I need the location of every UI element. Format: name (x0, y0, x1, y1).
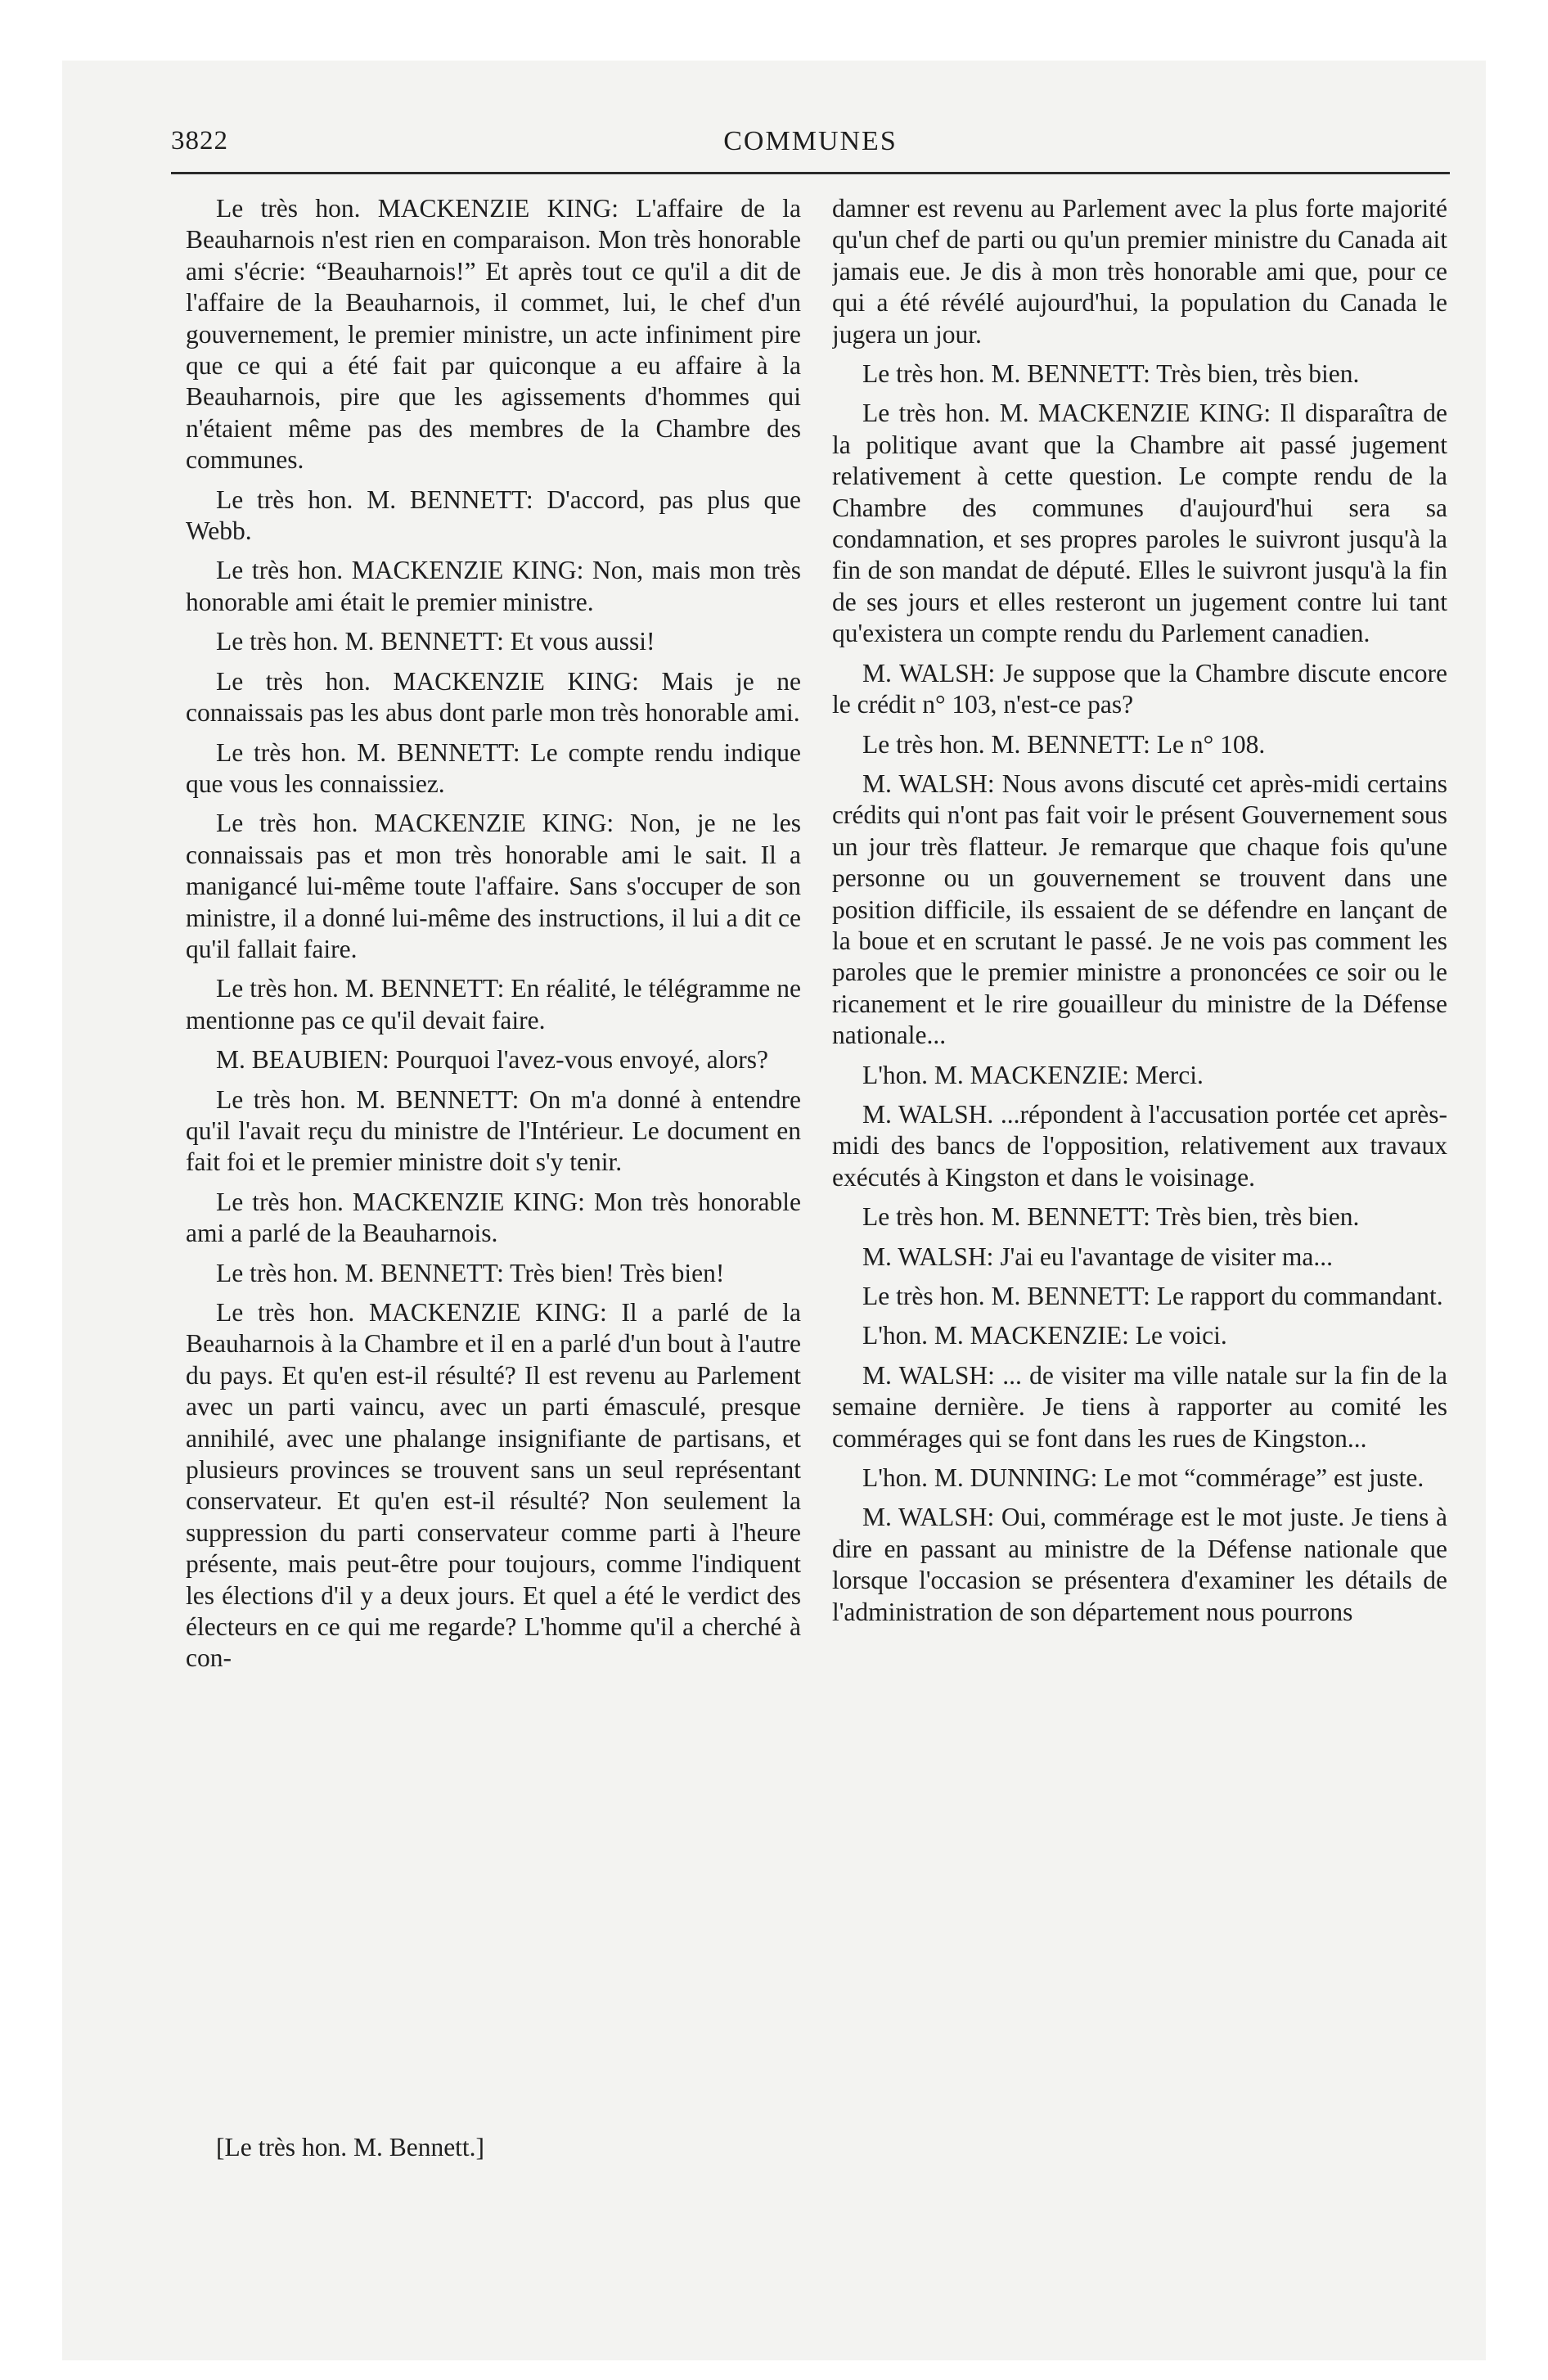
left-column (186, 193, 801, 2174)
speaker-footer-note: [Le très hon. M. Bennett.] (216, 2133, 485, 2161)
paragraph: damner est revenu au Parlement avec la plus forte majorité qu'un chef de parti ou qu'un premier ministre du Canada ait jamais eue. Je dis à mon très honorable ami que, pour ce qui a été révélé aujourd'hui, la population du Canada le jugera un jour. (832, 194, 1447, 349)
paragraph: M. WALSH: ... de visiter ma ville natale sur la fin de la semaine dernière. Je tiens à rapporter au comité les commérages qui se font dans les rues de Kingston... (832, 1360, 1447, 1453)
paragraph: Le très hon. M. BENNETT: Le n° 108. (862, 729, 1266, 759)
paragraph: L'hon. M. MACKENZIE: Merci. (862, 1060, 1204, 1089)
paragraph: M. BEAUBIEN: Pourquoi l'avez-vous envoyé, alors? (216, 1045, 768, 1075)
paragraph: Le très hon. M. BENNETT: D'accord, pas plus que Webb. (186, 485, 801, 546)
paragraph: M. WALSH: Oui, commérage est le mot juste. Je tiens à dire en passant au ministre de la Défense nationale que lorsque l'occasion se présentera d'examiner les détails de l'administration de son département nous pourrons (832, 1503, 1447, 1626)
right-column (832, 193, 1447, 2174)
page-header (171, 126, 1450, 162)
paragraph: Le très hon. M. BENNETT: Le rapport du commandant. (862, 1282, 1443, 1310)
paragraph: Le très hon. MACKENZIE KING: Il a parlé de la Beauharnois à la Chambre et il en a parlé d'un bout à l'autre du pays. Et qu'en est-il résulté? Il est revenu au Parlement avec un parti vaincu, avec un parti émasculé, presque annihilé, avec une phalange insignifiante de partisans, et plusieurs provinces se trouvent sans un seul représentant conservateur. Et qu'en est-il résulté? Non seulement la suppression du parti conservateur comme parti à l'heure présente, mais peut-être pour toujours, comme l'indiquent les élections d'il y a deux jours. Et quel a été le verdict des électeurs en ce qui me regarde? L'homme qu'il a cherché à con- (186, 1298, 801, 1673)
paragraph: Le très hon. M. BENNETT: Très bien, très bien. (862, 359, 1360, 389)
running-title: COMMUNES (723, 126, 898, 156)
paragraph: Le très hon. MACKENZIE KING: Mon très honorable ami a parlé de la Beauharnois. (186, 1187, 801, 1248)
paragraph: Le très hon. M. BENNETT: On m'a donné à entendre qu'il l'avait reçu du ministre de l'Intérieur. Le document en fait foi et le premier ministre doit s'y tenir. (186, 1084, 801, 1177)
paragraph: M. WALSH: Je suppose que la Chambre discute encore le crédit n° 103, n'est-ce pas? (832, 658, 1447, 719)
paragraph: L'hon. M. DUNNING: Le mot “commérage” est juste. (862, 1463, 1424, 1493)
page-number: 3822 (171, 126, 228, 156)
paragraph: Le très hon. M. BENNETT: Très bien, très bien. (862, 1202, 1360, 1232)
paragraph: M. WALSH. ...répondent à l'accusation portée cet après-midi des bancs de l'opposition, relativement aux travaux exécutés à Kingston et dans le voisinage. (832, 1099, 1447, 1192)
paragraph: Le très hon. MACKENZIE KING: Non, je ne les connaissais pas et mon très honorable ami le sait. Il a manigancé lui-même toute l'affaire. Sans s'occuper de son ministre, il a donné lui-même des instructions, il lui a dit ce qu'il fallait faire. (186, 809, 801, 963)
paragraph: Le très hon. M. BENNETT: En réalité, le télégramme ne mentionne pas ce qu'il devait faire. (186, 974, 801, 1034)
paragraph: Le très hon. MACKENZIE KING: Mais je ne connaissais pas les abus dont parle mon très honorable ami. (186, 666, 801, 728)
paragraph: M. WALSH: Nous avons discuté cet après-midi certains crédits qui n'ont pas fait voir le présent Gouvernement sous un jour très flatteur. Je remarque que chaque fois qu'une personne ou un gouvernement se trouvent dans une position difficile, ils essaient de se défendre en lançant de la boue et en scrutant le passé. Je ne vois pas comment les paroles que le premier ministre a prononcées ce soir ou le ricanement et le rire gouailleur du ministre de la Défense nationale... (832, 769, 1447, 1050)
paragraph: Le très hon. MACKENZIE KING: Non, mais mon très honorable ami était le premier ministre. (186, 556, 801, 616)
paragraph: Le très hon. M. BENNETT: Et vous aussi! (216, 627, 655, 656)
paragraph: Le très hon. M. BENNETT: Le compte rendu indique que vous les connaissiez. (186, 737, 801, 798)
paragraph: Le très hon. M. MACKENZIE KING: Il disparaîtra de la politique avant que la Chambre ait passé jugement relativement à cette question. Le compte rendu de la Chambre des communes d'aujourd'hui sera sa condamnation, et ses propres paroles le suivront jusqu'à la fin de son mandat de député. Elles le suivront jusqu'à la fin de ses jours et elles resteront un jugement contre lui tant qu'existera un compte rendu du Parlement canadien. (832, 399, 1447, 648)
header-rule (171, 172, 1450, 174)
paragraph: Le très hon. M. BENNETT: Très bien! Très bien! (216, 1258, 725, 1287)
paragraph: L'hon. M. MACKENZIE: Le voici. (862, 1321, 1227, 1350)
paragraph: Le très hon. MACKENZIE KING: L'affaire de la Beauharnois n'est rien en comparaison. Mon très honorable ami s'écrie: “Beauharnois!” Et après tout ce qu'il a dit de l'affaire de la Beauharnois, il commet, lui, le chef d'un gouvernement, le premier ministre, un acte infiniment pire que ce qui a été fait par quiconque a eu affaire à la Beauharnois, pire que les agissements d'hommes qui n'étaient même pas des membres de la Chambre des communes. (186, 194, 801, 475)
paragraph: M. WALSH: J'ai eu l'avantage de visiter ma... (862, 1242, 1334, 1271)
